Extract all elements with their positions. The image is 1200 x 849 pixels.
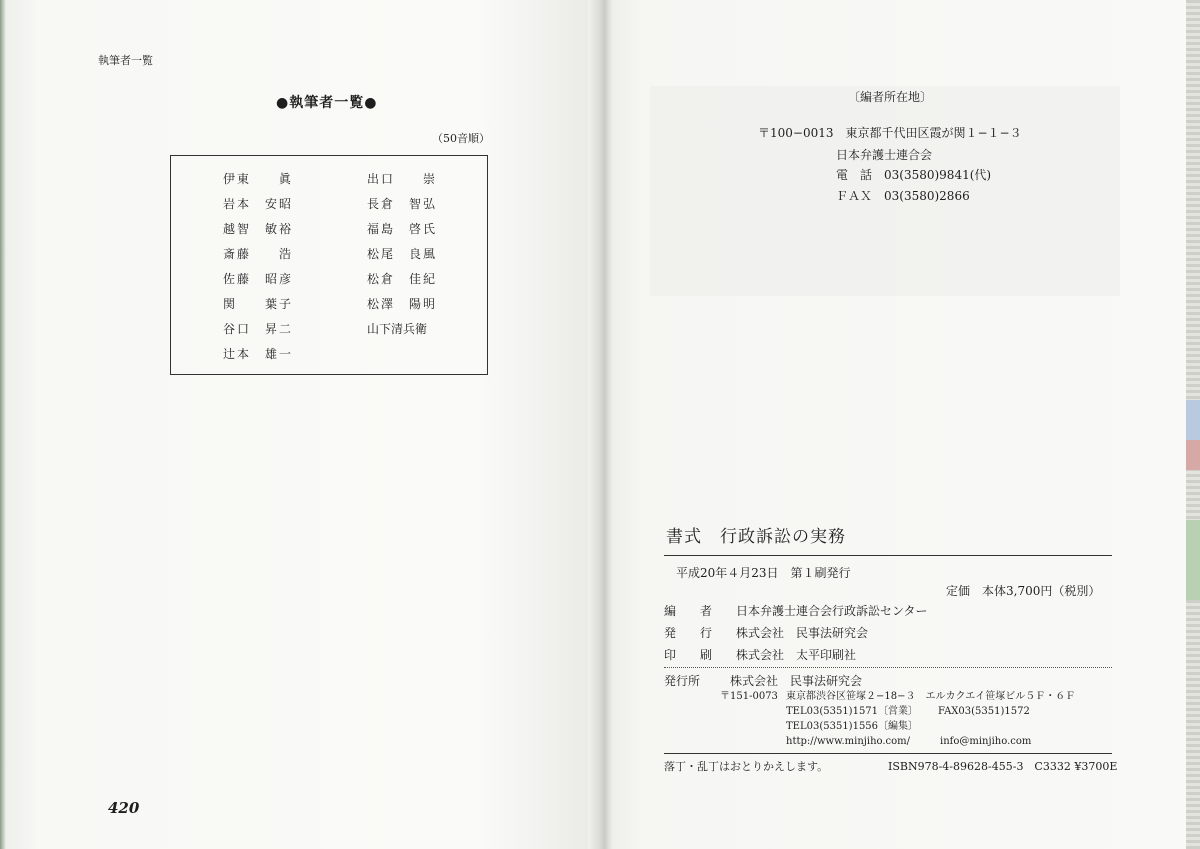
credit-label-print: 印 刷 [664, 648, 713, 662]
credit-value-editor: 日本弁護士連合会行政訴訟センター [736, 604, 928, 618]
publisher-name: 株式会社 民事法研究会 [730, 674, 863, 688]
author-name: 松倉 佳紀 [367, 272, 438, 286]
author-name: 松澤 陽明 [367, 297, 438, 311]
isbn: ISBN978-4-89628-455-3 C3332 ¥3700E [888, 760, 1118, 773]
author-name: 辻本 雄一 [223, 347, 294, 361]
author-name: 斎藤 浩 [223, 247, 294, 261]
author-name: 関 葉子 [223, 297, 294, 311]
credit-value-print: 株式会社 太平印刷社 [736, 648, 857, 662]
author-name: 山下清兵衛 [367, 322, 428, 336]
title-rule [664, 555, 1112, 556]
authors-title: ●執筆者一覧● [276, 95, 378, 111]
author-name: 越智 敏裕 [223, 222, 294, 236]
editor-org: 日本弁護士連合会 [836, 148, 933, 162]
publication-date: 平成20年４月23日 第１刷発行 [676, 566, 851, 580]
author-name: 出口 崇 [367, 172, 438, 186]
editor-postal-address: 〒100−0013 東京都千代田区霞が関１−１−３ [758, 126, 1022, 140]
editor-fax: ＦＡＸ 03(3580)2866 [836, 189, 970, 203]
publisher-email: info@minjiho.com [940, 736, 1032, 747]
footer-rule [664, 753, 1112, 754]
publisher-postal: 〒151-0073 [720, 691, 778, 702]
dotted-rule [664, 667, 1112, 668]
order-note: （50音順） [432, 132, 490, 145]
book-title: 書式 行政訴訟の実務 [666, 527, 846, 547]
authors-box [170, 155, 488, 375]
book-page-edges [1186, 0, 1200, 849]
author-name: 岩本 安昭 [223, 197, 294, 211]
page-number: 420 [108, 799, 140, 817]
credit-value-publish: 株式会社 民事法研究会 [736, 626, 869, 640]
author-name: 松尾 良風 [367, 247, 438, 261]
author-name: 伊東 眞 [223, 172, 294, 186]
footer-note: 落丁・乱丁はおとりかえします。 [664, 760, 829, 773]
editor-address-heading: 〔編者所在地〕 [848, 90, 933, 104]
running-head: 執筆者一覧 [98, 54, 153, 67]
publisher-url: http://www.minjiho.com/ [786, 736, 911, 747]
credit-label-publish: 発 行 [664, 626, 713, 640]
price: 定価 本体3,700円（税別） [946, 584, 1101, 598]
publisher-tel-sales: TEL03(5351)1571〔営業〕 [786, 706, 919, 717]
publisher-fax: FAX03(5351)1572 [938, 706, 1030, 717]
credit-label-editor: 編 者 [664, 604, 713, 618]
publisher-address: 東京都渋谷区笹塚２−18−３ エルカクエイ笹塚ビル５Ｆ・６Ｆ [786, 691, 1076, 702]
author-name: 福島 啓氏 [367, 222, 438, 236]
author-name: 谷口 昇二 [223, 322, 294, 336]
publisher-tel-edit: TEL03(5351)1556〔編集〕 [786, 721, 919, 732]
editor-phone: 電 話 03(3580)9841(代) [836, 168, 992, 182]
author-name: 長倉 智弘 [367, 197, 438, 211]
publisher-label: 発行所 [664, 674, 701, 688]
author-name: 佐藤 昭彦 [223, 272, 294, 286]
